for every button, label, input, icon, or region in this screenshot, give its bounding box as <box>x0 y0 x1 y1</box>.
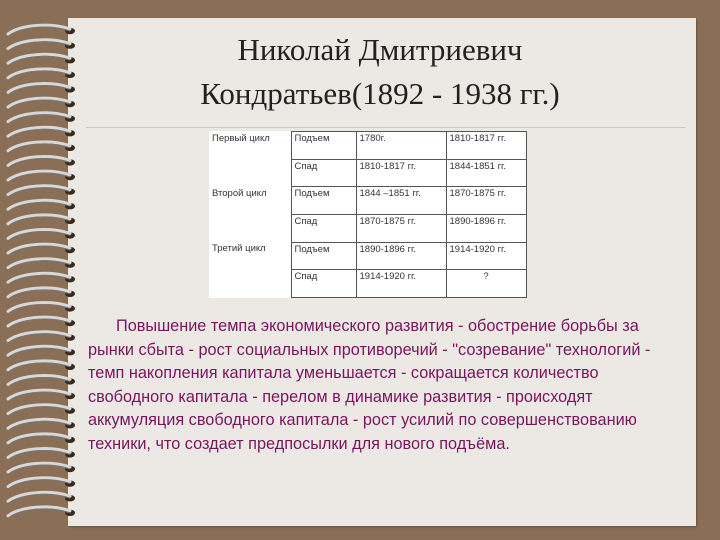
table-cell: Второй цикл <box>209 187 291 215</box>
slide-title <box>80 28 680 116</box>
binding-ring <box>8 127 70 136</box>
binding-ring <box>8 361 70 370</box>
binding-ring <box>8 434 70 443</box>
table-row <box>209 214 526 242</box>
binding-ring <box>8 40 70 49</box>
table-cell: Первый цикл <box>209 132 291 160</box>
table-row <box>209 159 526 187</box>
binding-ring <box>8 288 70 297</box>
binding-ring <box>8 449 70 458</box>
table-cell: 1844-1851 гг. <box>446 159 526 187</box>
title-line-1: Николай Дмитриевич <box>237 32 523 67</box>
table-row <box>209 270 526 298</box>
table-cell: Подъем <box>291 187 356 215</box>
binding-ring <box>8 200 70 209</box>
binding-ring <box>8 478 70 487</box>
binding-ring <box>8 492 70 501</box>
binding-ring <box>8 113 70 122</box>
kondratiev-cycles-table <box>209 131 526 298</box>
table-cell: 1914-1920 гг. <box>356 270 446 298</box>
title-divider <box>86 127 686 128</box>
table-cell: 1870-1875 гг. <box>446 187 526 215</box>
title-line-2: Кондратьев(1892 - 1938 гг.) <box>200 76 560 111</box>
table-cell: 1844 –1851 гг. <box>356 187 446 215</box>
table-row <box>209 132 526 160</box>
binding-ring <box>8 390 70 399</box>
binding-ring <box>8 507 70 516</box>
binding-ring <box>8 69 70 78</box>
binding-ring <box>8 332 70 341</box>
table-cell <box>209 159 291 187</box>
binding-ring <box>8 259 70 268</box>
binding-ring <box>8 376 70 385</box>
table-cell <box>209 270 291 298</box>
table-cell: 1914-1920 гг. <box>446 242 526 270</box>
binding-ring <box>8 215 70 224</box>
table-cell: Третий цикл <box>209 242 291 270</box>
binding-ring <box>8 186 70 195</box>
table-cell: 1810-1817 гг. <box>446 132 526 160</box>
table-cell: 1890-1896 гг. <box>356 242 446 270</box>
table-cell: Спад <box>291 214 356 242</box>
binding-ring <box>8 84 70 93</box>
binding-ring <box>8 273 70 282</box>
binding-ring <box>8 463 70 472</box>
table-cell <box>209 214 291 242</box>
binding-ring <box>8 317 70 326</box>
binding-ring <box>8 244 70 253</box>
binding-ring <box>8 230 70 239</box>
table-row <box>209 187 526 215</box>
table-cell: 1890-1896 гг. <box>446 214 526 242</box>
binding-ring <box>8 346 70 355</box>
table-cell: Спад <box>291 270 356 298</box>
binding-ring <box>8 142 70 151</box>
binding-ring <box>8 157 70 166</box>
binding-ring <box>8 171 70 180</box>
binding-ring <box>8 54 70 63</box>
spiral-binding-icon <box>0 0 90 540</box>
table-cell: ? <box>446 270 526 298</box>
table-row <box>209 242 526 270</box>
table-cell: Подъем <box>291 242 356 270</box>
table-cell: Подъем <box>291 132 356 160</box>
binding-ring <box>8 98 70 107</box>
paragraph-text: Повышение темпа экономического развития - обострение борьбы за рынки сбыта - рост социальных противоречий - "созревание" технологий - темп накопления капитала уменьшается - сокращается количество свободного капитала - перелом в динамике развития - происходят аккумуляция свободного капитала - рост усилий по совершенствованию техники, что создает предпосылки для нового подъёма. <box>88 317 651 453</box>
binding-ring <box>8 405 70 414</box>
table-cell: 1780г. <box>356 132 446 160</box>
binding-ring <box>8 25 70 34</box>
binding-ring <box>8 303 70 312</box>
table-cell: Спад <box>291 159 356 187</box>
binding-ring <box>8 419 70 428</box>
table-cell: 1810-1817 гг. <box>356 159 446 187</box>
body-paragraph <box>88 315 678 457</box>
table-cell: 1870-1875 гг. <box>356 214 446 242</box>
